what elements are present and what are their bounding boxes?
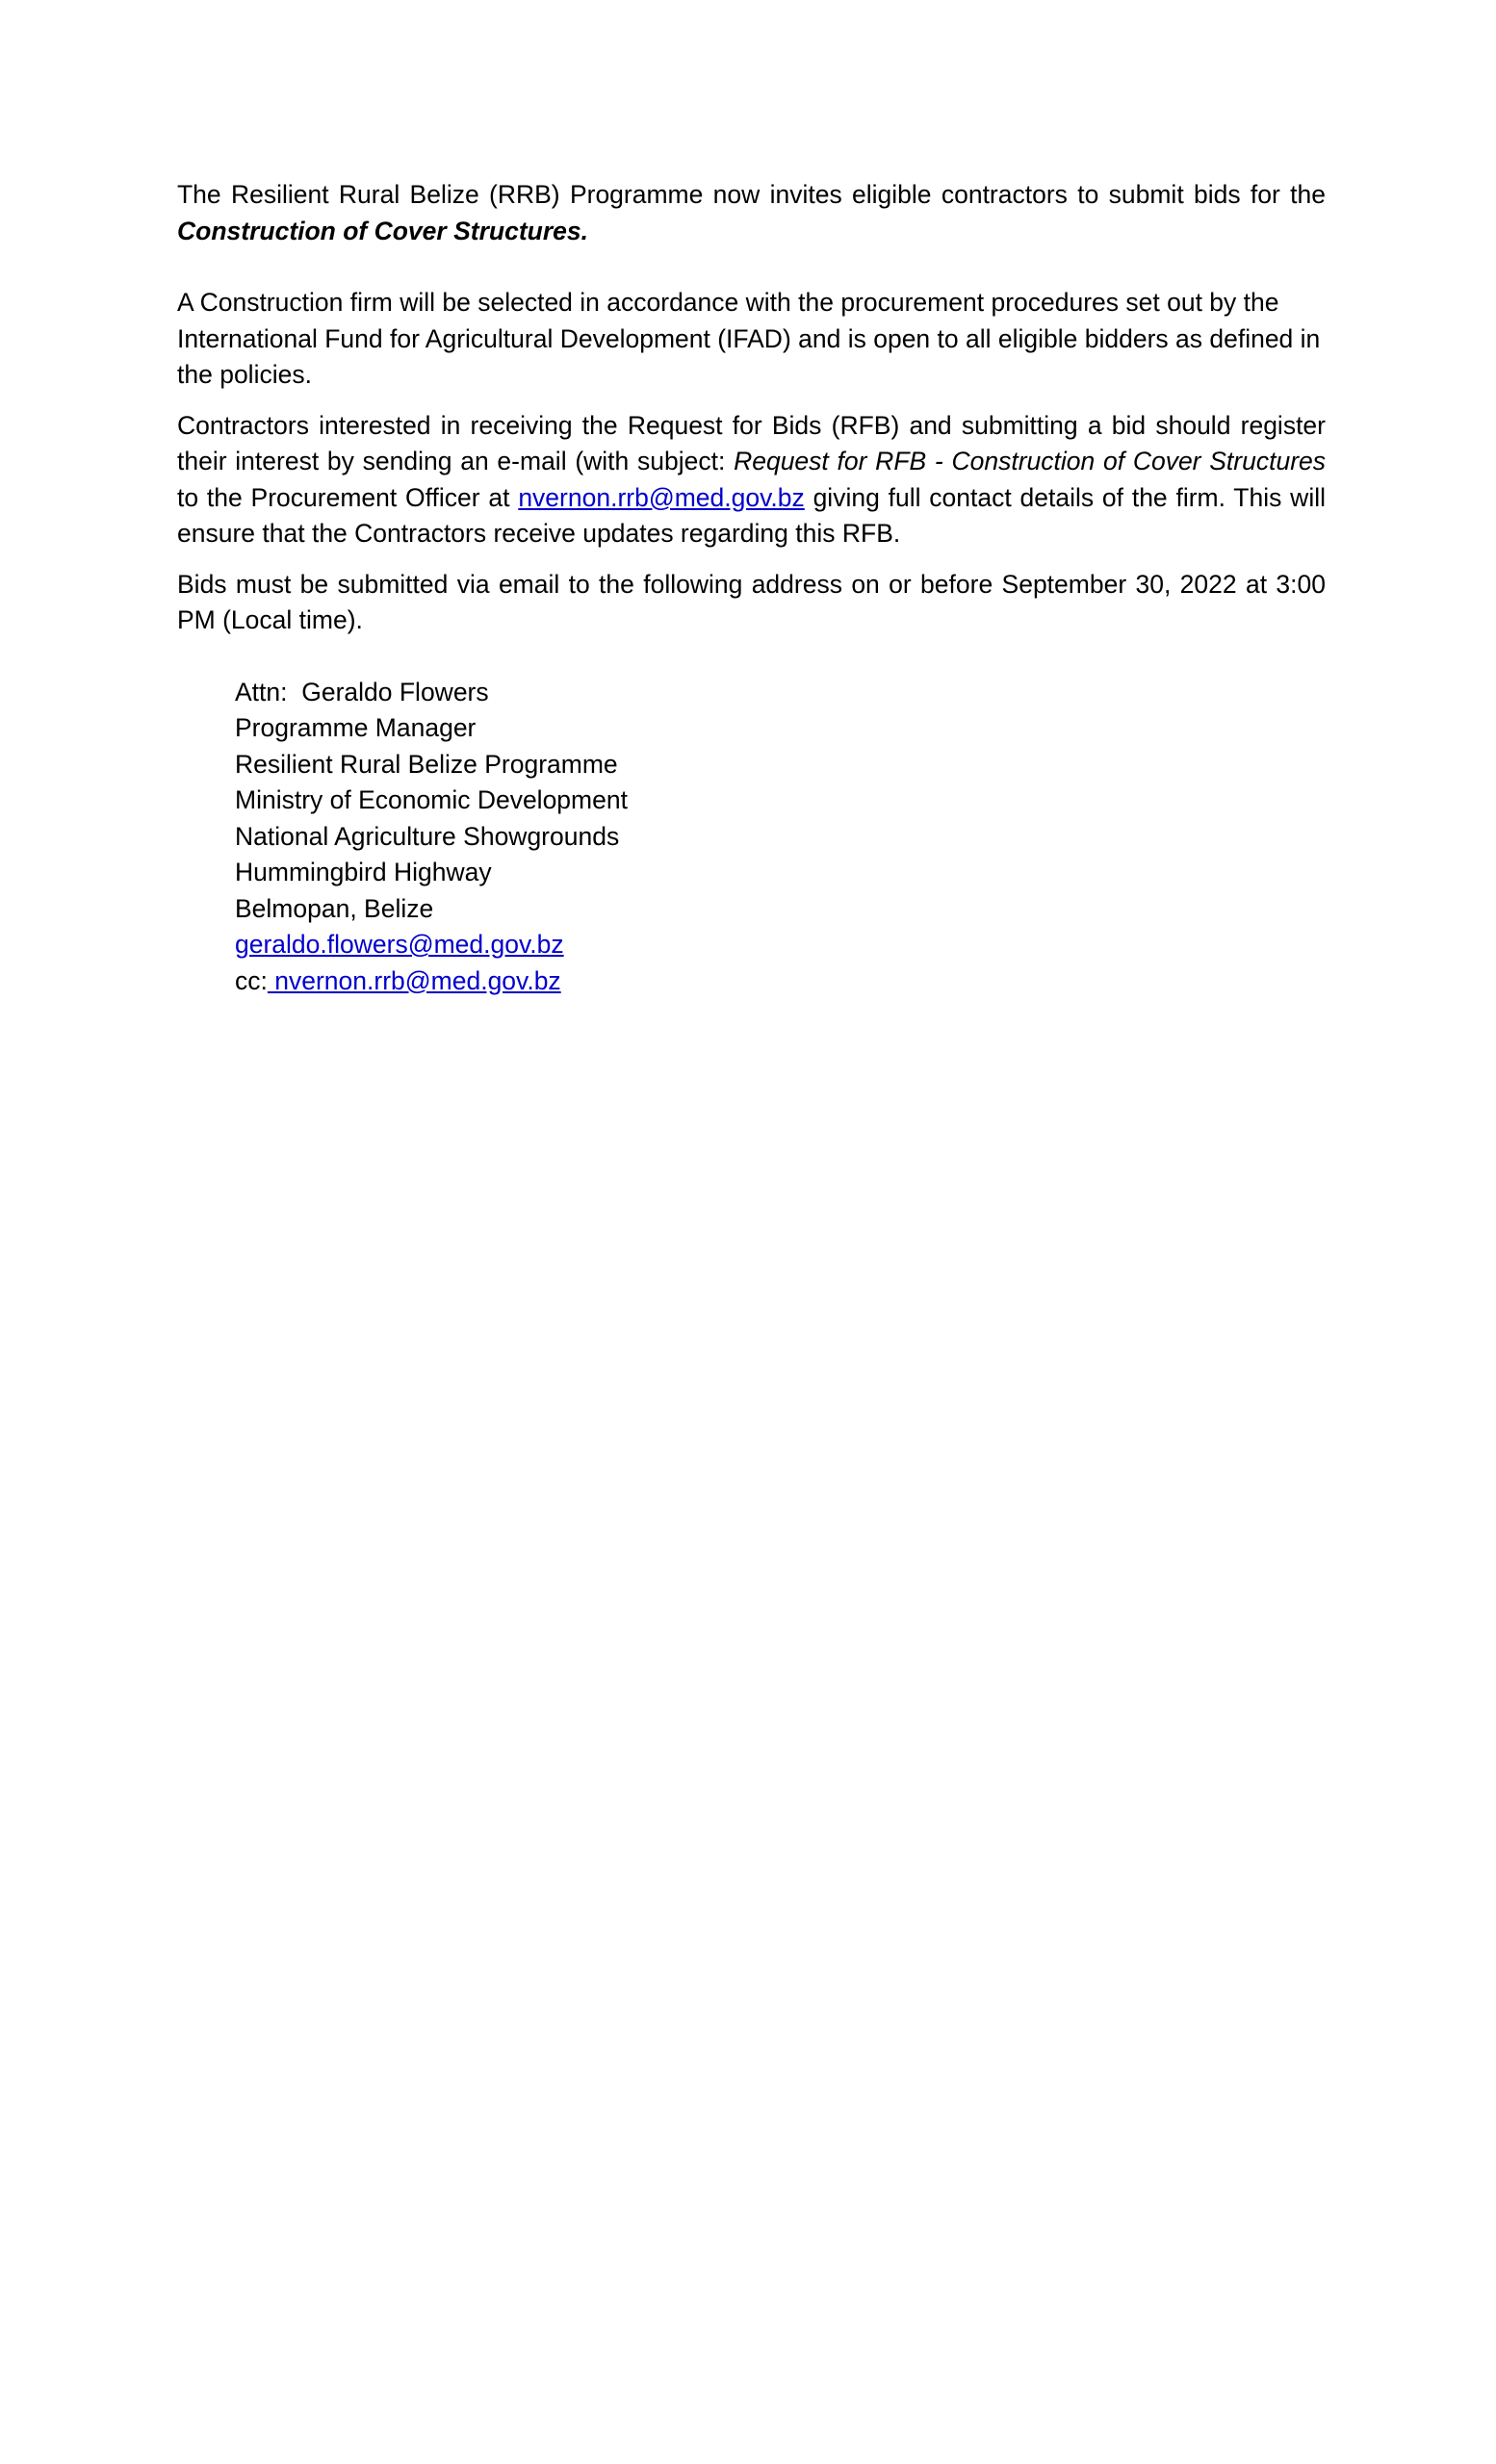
cc-email-link[interactable]: nvernon.rrb@med.gov.bz (267, 965, 561, 995)
registration-text-middle: to the Procurement Officer at (177, 482, 519, 512)
procurement-email-link[interactable]: nvernon.rrb@med.gov.bz (518, 482, 805, 512)
manager-email-link[interactable]: geraldo.flowers@med.gov.bz (235, 930, 564, 959)
intro-paragraph (177, 177, 1326, 249)
registration-paragraph (177, 408, 1326, 552)
address-city: Belmopan, Belize (235, 893, 434, 923)
address-cc-line (235, 963, 1326, 1000)
registration-text-start: Contractors interested in receiving the Request for Bids (RFB) and submitting a bid should register their interest by sending an e-mail (with subject: (177, 410, 1326, 475)
intro-text: The Resilient Rural Belize (RRB) Programme now invites eligible contractors to submit bids for the (177, 180, 1326, 209)
address-title: Programme Manager (235, 713, 477, 742)
selection-paragraph: A Construction firm will be selected in accordance with the procurement procedures set out by the International Fund for Agricultural Development (IFAD) and is open to all eligible bidders as defined in the policies. (177, 288, 1321, 389)
address-attn: Attn: Geraldo Flowers (235, 677, 489, 706)
address-email-line (235, 927, 1326, 963)
address-ministry: Ministry of Economic Development (235, 785, 628, 814)
address-block (177, 675, 1326, 1000)
address-highway: Hummingbird Highway (235, 858, 492, 886)
email-subject: Request for RFB - Construction of Cover Structures (734, 447, 1327, 475)
registration-text-end: giving full contact details of the firm. This will ensure that the Contractors receive updates regarding this RFB. (177, 482, 1326, 548)
submission-paragraph: Bids must be submitted via email to the following address on or before September 30, 2022 at 3:00 PM (Local time). (177, 569, 1326, 634)
address-programme: Resilient Rural Belize Programme (235, 749, 618, 779)
project-name: Construction of Cover Structures. (177, 216, 588, 245)
document-body (177, 177, 1326, 999)
address-location: National Agriculture Showgrounds (235, 821, 620, 851)
cc-label: cc: (235, 965, 268, 995)
